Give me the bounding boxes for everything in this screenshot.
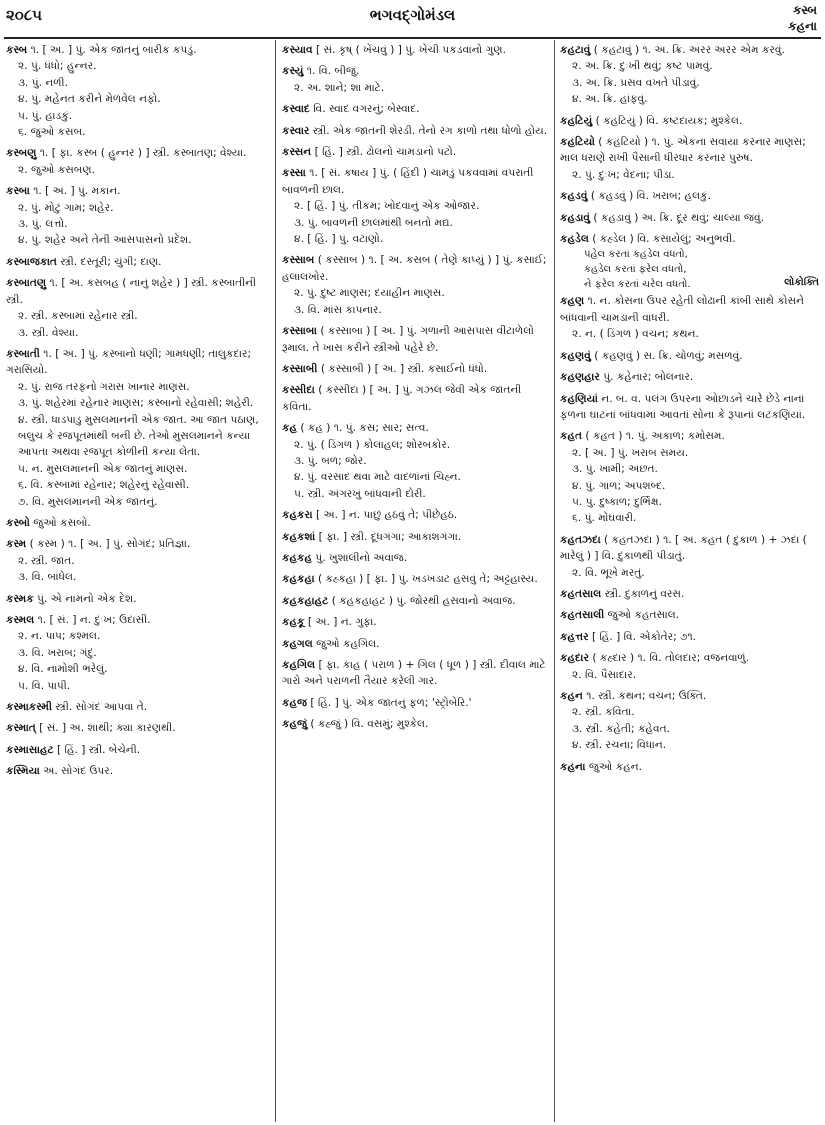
dictionary-entry: [560, 134, 819, 167]
dictionary-entry: [560, 188, 819, 204]
sense: ૨. સ્ત્રી. કસ્બામાં રહેનાર સ્ત્રી.: [18, 310, 138, 323]
sense: ૨. ન. પાપ; કશ્મલ.: [18, 630, 101, 643]
sense: ૨. પું. મોટું ગામ; શહેર.: [18, 201, 114, 214]
headword: કસ્બો: [6, 516, 30, 529]
headword: કહડાવું: [560, 211, 591, 224]
headword: કસ્યું: [282, 65, 304, 78]
definition: જુઓ કહગિલ.: [316, 637, 380, 650]
definition: ( કહતઝદા ) ૧. [ અ. કહત ( દુકાળ ) + ઝદા ( મારેલું ) ] વિ. દુકાળથી પીડાતું.: [560, 533, 807, 563]
dictionary-entry: [6, 591, 268, 607]
headword: કહના: [560, 760, 586, 773]
sense: ૩. વિ. ખરાબ; ગંદું.: [18, 646, 97, 659]
dictionary-entry: [282, 420, 548, 436]
sense: ૬. જુઓ કસબ.: [18, 126, 86, 139]
dictionary-entry: [6, 720, 268, 736]
dictionary-entry: [282, 101, 548, 117]
sense: ૭. વિ. મુસલમાનની એક જાતનું.: [18, 495, 158, 508]
definition: [ હિં. ] પું. એક જાતનું ફળ; 'સ્ટ્રોબેરિ.': [310, 696, 472, 709]
definition: [ હિં. ] સ્ત્રી. ઢોલનો ચામડાનો પટો.: [314, 146, 457, 159]
definition: પું. ખુશાલીનો અવાજ.: [315, 551, 408, 564]
sense: ૪. સ્ત્રી. રચના; વિધાન.: [572, 739, 667, 752]
sense: ૪. પું. વરસાદ થવા માટે વાદળાંનાં ચિહ્ન.: [294, 471, 461, 484]
sense: ૫. પું. દુષ્કાળ; દુર્ભિક્ષ.: [572, 495, 662, 508]
definition: ( કસ્સીદા ) [ અ. ] પું. ગઝલ જેવી એક જાતની કવિતા.: [282, 384, 522, 413]
sense: ૩. વિ. માંસ કાપનાર.: [294, 303, 382, 316]
definition: વિ. સ્વાદ વગરનું; બેસ્વાદ.: [313, 103, 420, 116]
sense: ૫. ન. મુસલમાનની એક જાતનું માણસ.: [18, 462, 188, 475]
dictionary-entry: [282, 529, 548, 545]
headword: કહણહાર: [560, 371, 600, 384]
sense: ૪. અ. ક્રિ. હાંફવું.: [572, 93, 648, 106]
definition: ૧. સ્ત્રી. કથન; વચન; ઉક્તિ.: [586, 690, 707, 702]
definition: ( કસ્સાબા ) [ અ. ] પું. ગળાની આસપાસ વીંટાળેલો રૂમાલ. તે ખાસ કરીને સ્ત્રીઓ પહેરે છે.: [282, 325, 534, 354]
definition: ૧. વિ. બીજું.: [306, 65, 360, 78]
column-divider-1: [275, 40, 276, 1122]
headword: કહટિયો: [560, 136, 595, 149]
sense: ૩. પું. ખામી; અછત.: [572, 463, 658, 476]
definition: ( કહણવું ) સ. ક્રિ. ચોળવું; મસળવું.: [594, 349, 743, 362]
dictionary-entry: [6, 742, 268, 758]
dictionary-entry: [282, 593, 548, 609]
headword: કહગિલ: [282, 659, 316, 671]
headword: કસ્મ: [6, 538, 27, 551]
definition: ( કહટિયો ) ૧. પું. એકના સવાયા કરનાર માણસ; માલ ધરાણે રાખી પૈસાની ધીરધાર કરનાર પુરુષ.: [560, 136, 806, 165]
dictionary-entry: [282, 42, 548, 58]
definition: ( કસ્સાબ ) ૧. [ અ. કસબ ( તેણે કાપ્યું ) ] પું. કસાઈ; હલાલખોર.: [282, 254, 547, 283]
headword: કહકશાં: [282, 530, 316, 543]
definition: સ્ત્રી. સોગંદ આપવા તે.: [55, 701, 148, 714]
guide-word-last: કહના: [788, 19, 817, 33]
dictionary-entry: [6, 536, 268, 552]
dictionary-entry: [560, 369, 819, 385]
dictionary-entry: [560, 113, 819, 129]
headword: કહન: [560, 690, 583, 702]
headword: કસ્મલ: [6, 614, 35, 626]
definition: ( કહત ) ૧. પું. અકાળ; કમોસમ.: [585, 430, 725, 443]
sense: ૨. વિ. પૈસાદાર.: [572, 668, 637, 681]
dictionary-entry: [560, 759, 819, 775]
headword: કહટિયું: [560, 114, 593, 127]
dictionary-entry: [560, 688, 819, 704]
dictionary-entry: [282, 63, 548, 79]
definition: ( કહ્દાર ) ૧. વિ. તોલદાર; વજનવાળું.: [592, 652, 750, 665]
dictionary-entry: [6, 699, 268, 715]
column-1: [6, 42, 268, 1120]
headword: કહણિયાં: [560, 392, 598, 405]
headword: કસ્બણુ: [6, 147, 37, 160]
headword: કહટાવું: [560, 44, 591, 56]
headword: કસ્સાબી: [282, 362, 318, 375]
sense: ૪. પું. ગાળ; અપશબ્દ.: [572, 479, 666, 492]
definition: ( કહ ) ૧. પું. કસ; સાર; સત્વ.: [300, 422, 429, 435]
headword: કહતસાલ: [560, 587, 602, 600]
dictionary-entry: [6, 145, 268, 161]
headword: કહકહાહટ: [282, 594, 329, 607]
headword: કસ્બાતી: [6, 347, 40, 360]
dictionary-entry: [282, 144, 548, 160]
dictionary-entry: [6, 42, 268, 58]
headword: કસ્મક: [6, 592, 34, 605]
headword: કહજ: [282, 696, 308, 709]
definition: ( કહડાવું ) અ. ક્રિ. દૂર થવું; ચાલ્યા જવું.: [593, 211, 764, 224]
sense: ૨. પું. ( ડિંગળ ) કોલાહલ; શોરબકોર.: [294, 438, 451, 451]
headword: કસ્સા: [282, 167, 306, 180]
definition: સ્ત્રી. દસ્તૂરી; ચુંગી; દાણ.: [60, 255, 162, 268]
definition: ( કહડવું ) વિ. ખરાબ; હલકું.: [590, 190, 711, 203]
headword: કહ: [282, 422, 298, 435]
dictionary-entry: [282, 550, 548, 566]
sense: ૩. અ. ક્રિ. પ્રસવ વખતે પીડાવું.: [572, 76, 700, 89]
sense: ૨. અ. શાને; શા માટે.: [294, 81, 385, 94]
headword: કહકહા: [282, 573, 315, 586]
guide-words: [788, 2, 817, 34]
dictionary-entry: [6, 346, 268, 379]
definition: જુઓ કહન.: [588, 760, 643, 773]
definition: સ્ત્રી. એક જાતની શેરડી. તેનો રંગ કાળો તથા ધોળો હોય.: [312, 124, 548, 137]
headword: કસ્બાજકાત: [6, 255, 57, 268]
headword: કહણવું: [560, 349, 591, 362]
definition: ( કહટિયું ) વિ. કષ્ટદાયક; મુશ્કેલ.: [595, 114, 743, 127]
definition: અ. સોગંદ ઉપર.: [43, 765, 114, 778]
dictionary-entry: [282, 323, 548, 356]
dictionary-entry: [282, 361, 548, 377]
sense: ૩. પું. લત્તો.: [18, 218, 68, 231]
definition: ૧. [ સં. કષાય ] પું. ( હિંદી ) ચામડું પકવવામાં વપરાતી બાવળની છાલ.: [282, 167, 534, 196]
headword: કસ્બાતણુ: [6, 277, 47, 290]
guide-word-first: કસ્બ: [792, 3, 817, 17]
definition: [ અ. ] ન. પાછું હઠવું તે; પીછેહઠ.: [315, 509, 458, 522]
dictionary-entry: [560, 231, 819, 247]
definition: [ હિં. ] સ્ત્રી. બેચેની.: [57, 743, 141, 756]
sense: ૫. પું. હાડકું.: [18, 109, 73, 122]
dictionary-entry: [560, 210, 819, 226]
headword: કસ્સીદા: [282, 384, 315, 397]
sense: ૫. વિ. પાપી.: [18, 679, 71, 692]
headword: કસ્મિયા: [6, 765, 40, 778]
dictionary-entry: [560, 532, 819, 565]
sense: ૨. [ હિં. ] પું. તીકમ; ખોદવાનું એક ઓજાર.: [294, 200, 480, 213]
sense: ૪. વિ. નામોશી ભરેલું.: [18, 663, 108, 676]
sense: ૪. પું. શહેર અને તેની આસપાસનો પ્રદેશ.: [18, 234, 192, 247]
dictionary-entry: [282, 571, 548, 587]
sense: ૩. પું. નળી.: [18, 76, 68, 89]
sense: ૩. પું. બળ; જોર.: [294, 454, 367, 467]
dictionary-entry: [560, 42, 819, 58]
headword: કસ્સાબ: [282, 254, 315, 267]
dictionary-entry: [282, 636, 548, 652]
headword: કહદાર: [560, 652, 590, 665]
dictionary-entry: [282, 614, 548, 630]
headword: કહણ: [560, 295, 585, 308]
definition: ( કસ્મ ) ૧. [ અ. ] પું. સોગંદ; પ્રતિજ્ઞા.: [29, 538, 191, 551]
definition: ૧. [ ફા. કસ્બ ( હુન્નર ) ] સ્ત્રી. કસ્બાતણ; વેશ્યા.: [39, 147, 247, 160]
headword: કહતઝદા: [560, 533, 601, 546]
dictionary-entry: [560, 650, 819, 666]
dictionary-entry: [560, 293, 819, 326]
definition: ૧. [ અ. કસબહ ( નાનું શહેર ) ] સ્ત્રી. કસ્બાતીની સ્ત્રી.: [6, 277, 257, 306]
sense: ૨. પું. રાજ તરફનો ગરાસ ખાનાર માણસ.: [18, 380, 190, 393]
quote-line: પહેલ કરતાં કહડેલ વધતો,: [584, 249, 688, 261]
sense: ૨. [ અ. ] પું. ખરાબ સમય.: [572, 446, 689, 459]
headword: કસ્માસાહટ: [6, 743, 54, 756]
sense: ૨. સ્ત્રી. જાત.: [18, 554, 75, 567]
headword: કહકરા: [282, 509, 313, 522]
definition: ( કસ્સાબી ) [ અ. ] સ્ત્રી. કસાઈનો ધંધો.: [320, 362, 488, 375]
dictionary-entry: [282, 657, 548, 690]
sense: ૩. પું. શહેરમાં રહેનાર માણસ; કસ્બાનો રહેવાસી; શહેરી.: [18, 397, 254, 410]
page-number: ૨૦૮૫: [6, 6, 42, 24]
column-divider-2: [554, 40, 555, 1122]
sense: ૨. પું. દુઃખ; વેદના; પીડા.: [572, 168, 675, 181]
headword: કહડેલ: [560, 233, 589, 246]
sense: ૪. પું. મહેનત કરીને મેળવેલ નફો.: [18, 93, 161, 106]
dictionary-entry: [6, 763, 268, 779]
headword: કસ્બ: [6, 44, 28, 56]
sense: ૩. વિ. બાંધેલ.: [18, 571, 77, 584]
headword: કસ્સાબા: [282, 325, 318, 338]
sense: ૨. વિ. ભૂખે મરતું.: [572, 566, 645, 579]
page-title: ભગવદ્ગોમંડલ: [369, 6, 456, 24]
headword: કસ્માત્: [6, 722, 36, 735]
sense: ૪. સ્ત્રી. ધાડપાડુ મુસલમાનની એક જાત. આ જાત પઠાણ, બલુચ કે રજપૂતમાંથી બની છે. તેઓ મુસલમાનને કન્યા આપતા અથવા રજપૂત કોળીની કન્યા લેતા.: [18, 413, 259, 459]
definition: ન. બ. વ. પલંગ ઉપરના ઓછાડને ચારે છેડે નાનાં ફળના ઘાટનાં બાંધવામાં આવતાં સોના કે રૂપાનાં લટકણિયાં.: [560, 392, 806, 421]
page-header: [0, 0, 825, 38]
quote-source: લોકોક્તિ: [784, 277, 819, 289]
dictionary-entry: [560, 629, 819, 645]
definition: ( કહટાવું ) ૧. અ. ક્રિ. અરર અરર એમ કરવું.: [593, 44, 785, 56]
dictionary-entry: [282, 165, 548, 198]
headword: કસ્વાદ: [282, 103, 310, 116]
definition: જુઓ કસબો.: [33, 516, 91, 529]
definition: ૧. [ અ. ] પું. કસ્બાનો ધણી; ગામધણી; તાલુકદાર; ગરાસિયો.: [6, 347, 252, 377]
definition: ૧. ન. કોસના ઉપર રહેતી લોઢાની કાંબી સાથે કોસને બાંધવાની ચામડાની વાધરી.: [560, 295, 804, 324]
definition: ( કહ્કહા ) [ ફા. ] પું. ખડખડાટ હસવું તે; અટ્ટહાસ્ય.: [318, 573, 538, 586]
sense: ૨. ન. ( ડિંગળ ) વચન; કથન.: [572, 328, 699, 341]
dictionary-entry: [560, 391, 819, 424]
dictionary-entry: [560, 586, 819, 602]
definition: જુઓ કહતસાલ.: [607, 609, 680, 622]
headword: કહજું: [282, 718, 308, 731]
dictionary-entry: [282, 716, 548, 732]
definition: ૧. [ અ. ] પું. એક જાતનું બારીક કપડું.: [30, 44, 197, 56]
definition: ૧. [ અ. ] પું. મકાન.: [33, 185, 121, 198]
headword: કસ્યાવ: [282, 44, 313, 56]
definition: પું. કહેનાર; બોલનાર.: [603, 371, 694, 384]
dictionary-entry: [6, 254, 268, 270]
definition: ( કહકહાહટ ) પું. જોરથી હસવાનો અવાજ.: [331, 594, 516, 607]
definition: [ અ. ] ન. ગુફા.: [307, 616, 377, 629]
sense: ૨. સ્ત્રી. કવિતા.: [572, 706, 635, 719]
dictionary-entry: [6, 275, 268, 308]
sense: ૨. અ. ક્રિ. દુઃખી થવું; કષ્ટ પામવું.: [572, 60, 713, 73]
definition: ( કહ્ડેલ ) વિ. કસાયેલું; અનુભવી.: [592, 233, 736, 246]
dictionary-entry: [6, 515, 268, 531]
dictionary-entry: [560, 428, 819, 444]
headword: કસ્વાર: [282, 124, 310, 137]
quote-line: કહડેલ કરતાં ફરેલ વધતો,: [584, 264, 687, 276]
headword: કસ્સન: [282, 146, 312, 159]
dictionary-entry: [282, 123, 548, 139]
headword: કહત્તર: [560, 630, 589, 643]
headword: કહડવું: [560, 190, 588, 203]
sense: ૫. સ્ત્રી. અંગરખું બાંધવાની દોરી.: [294, 487, 426, 500]
column-3: [560, 42, 819, 1120]
dictionary-entry: [282, 695, 548, 711]
dictionary-entry: [6, 183, 268, 199]
sense: ૩. સ્ત્રી. કહેતી; કહેવત.: [572, 722, 670, 735]
definition: ૧. [ સં. ] ન. દુઃખ; ઉદાસી.: [37, 614, 151, 626]
header-rule: [4, 37, 821, 39]
definition: [ સં. ] અ. શાથી; ક્યા કારણથી.: [39, 722, 176, 735]
headword: કહકૂ: [282, 616, 305, 629]
dictionary-entry: [6, 612, 268, 628]
headword: કહકહ: [282, 551, 313, 564]
dictionary-entry: [560, 607, 819, 623]
quote-line: ને ફરેલ કરતાં ચરેલ વધતો.: [584, 279, 691, 291]
sense: ૬. પું. મોંઘવારી.: [572, 512, 637, 525]
sense: ૩. સ્ત્રી. વેશ્યા.: [18, 326, 79, 339]
sense: ૬. વિ. કસ્બામાં રહેનાર; શહેરનું રહેવાસી.: [18, 479, 190, 492]
dictionary-entry: [560, 348, 819, 364]
dictionary-entry: [282, 252, 548, 285]
column-2: [282, 42, 548, 1120]
sense: ૩. પું. બાવળની છાલમાંથી બનતો મદ્ય.: [294, 216, 453, 229]
sense: ૨. જુઓ કસબણ.: [18, 163, 95, 176]
definition: સ્ત્રી. દુકાળનું વરસ.: [604, 587, 685, 600]
headword: કહત: [560, 430, 583, 443]
sense: ૪. [ હિં. ] પું. વટાણો.: [294, 233, 384, 246]
sense: ૨. પું. ધંધો; હુન્નર.: [18, 60, 97, 73]
definition: [ ફા. ] સ્ત્રી. દૂધગંગા; આકાશગંગા.: [318, 530, 462, 543]
definition: [ ફા. કાહ ( પરાળ ) + ગિલ ( ધૂળ ) ] સ્ત્રી. દીવાલ માટે ગારો અને પરાળની તૈયાર કરેલી ગાર.: [282, 659, 546, 688]
headword: કસ્માકસ્મી: [6, 701, 53, 714]
headword: કહતસાલી: [560, 609, 605, 622]
sense: ૨. પું. દુષ્ટ માણસ; દયાહીન માણસ.: [294, 287, 445, 300]
definition: [ હિં. ] વિ. એકોતેર; ૭૧.: [591, 630, 697, 643]
headword: કસ્બા: [6, 185, 30, 198]
definition: ( કહ્જું ) વિ. વસમું; મુશ્કેલ.: [310, 718, 429, 731]
definition: પું. એ નામનો એક દેશ.: [37, 592, 137, 605]
dictionary-entry: [282, 507, 548, 523]
definition: [ સં. કૃષ્ ( ખેંચવું ) ] પું. ખેંચી પકડવાનો ગુણ.: [315, 44, 507, 56]
headword: કહગલ: [282, 637, 313, 650]
dictionary-entry: [282, 382, 548, 415]
